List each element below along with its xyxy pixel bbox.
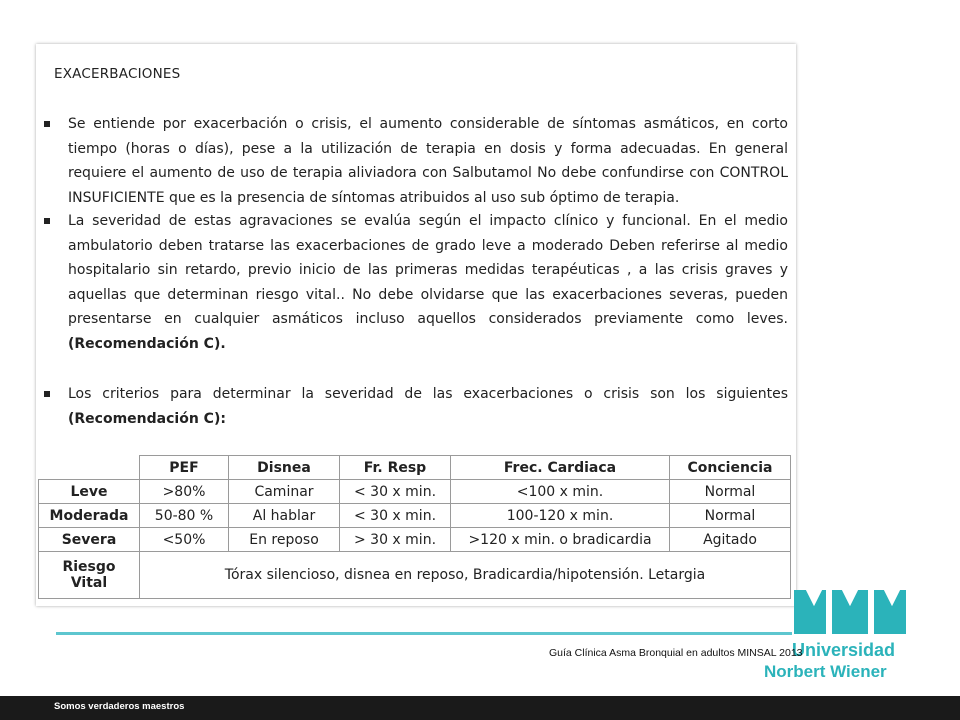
severity-criteria-table: [38, 455, 791, 599]
bullet-item: [44, 209, 788, 356]
bullet-item: [44, 382, 788, 431]
row-label: Leve: [39, 480, 140, 504]
university-name-line2: Norbert Wiener: [764, 662, 887, 681]
table-row: [39, 504, 791, 528]
bullet-item: [44, 112, 788, 210]
table-header-row: [39, 456, 791, 480]
row-label-vital: [39, 552, 140, 599]
bullet-body: Los criterios para determinar la severidad de las exacerbaciones o crisis son los siguientes: [68, 386, 788, 402]
bullet-marker-icon: [44, 121, 50, 127]
table-cell: <50%: [140, 528, 229, 552]
table-cell: >80%: [140, 480, 229, 504]
recommendation-label: (Recomendación C).: [68, 335, 226, 352]
table-row: [39, 528, 791, 552]
recommendation-label: (Recomendación C):: [68, 410, 226, 427]
table-cell: <100 x min.: [451, 480, 670, 504]
table-cell: Normal: [670, 504, 791, 528]
table-header-cell: Disnea: [229, 456, 340, 480]
footer-tagline: Somos verdaderos maestros: [54, 701, 185, 712]
table-row-vital: [39, 552, 791, 599]
table-header-cell: Fr. Resp: [340, 456, 451, 480]
table-cell: < 30 x min.: [340, 504, 451, 528]
row-label-line: Vital: [70, 575, 108, 591]
slide-content: [36, 44, 796, 606]
bullet-text: [68, 382, 788, 431]
table-cell: Agitado: [670, 528, 791, 552]
table-cell: Caminar: [229, 480, 340, 504]
table-row: [39, 480, 791, 504]
bullet-marker-icon: [44, 218, 50, 224]
source-caption: Guía Clínica Asma Bronquial en adultos MINSAL 2013: [549, 647, 803, 659]
document-title: EXACERBACIONES: [54, 66, 181, 82]
accent-divider: [56, 632, 792, 635]
bullet-body: La severidad de estas agravaciones se evalúa según el impacto clínico y funcional. En el medio ambulatorio deben tratarse las exacerbaciones de grado leve a moderado Deben referirse al medio hospitalario sin retardo, previo inicio de las primeras medidas terapéuticas , a las crisis graves y aquellas que determinan riesgo vital.. No debe olvidarse que las exacerbaciones severas, pueden presentarse en cualquier asmáticos incluso aquellos considerados previamente como leves.: [68, 213, 788, 327]
row-label: Severa: [39, 528, 140, 552]
footer-bar: [0, 696, 960, 720]
university-name-line1: Universidad: [792, 640, 896, 660]
table-header-cell: PEF: [140, 456, 229, 480]
bullet-body: Se entiende por exacerbación o crisis, el aumento considerable de síntomas asmáticos, en corto tiempo (horas o días), pese a la utilización de terapia en dosis y forma adecuadas. En general requiere el aumento de uso de terapia aliviadora con Salbutamol No debe confundirse con CONTROL INSUFICIENTE que es la presencia de síntomas atribuidos al uso sub óptimo de terapia.: [68, 116, 788, 206]
table-header-cell: Conciencia: [670, 456, 791, 480]
table-cell: En reposo: [229, 528, 340, 552]
table-cell: > 30 x min.: [340, 528, 451, 552]
bullet-text: [68, 209, 788, 356]
table-corner-cell: [39, 456, 140, 480]
table-cell: Normal: [670, 480, 791, 504]
table-cell: >120 x min. o bradicardia: [451, 528, 670, 552]
table-cell: 50-80 %: [140, 504, 229, 528]
table-cell: 100-120 x min.: [451, 504, 670, 528]
bullet-marker-icon: [44, 391, 50, 397]
vital-row-description: Tórax silencioso, disnea en reposo, Bradicardia/hipotensión. Letargia: [140, 552, 791, 599]
table-cell: Al hablar: [229, 504, 340, 528]
row-label: Moderada: [39, 504, 140, 528]
university-name: [764, 640, 908, 682]
table-header-cell: Frec. Cardiaca: [451, 456, 670, 480]
table-cell: < 30 x min.: [340, 480, 451, 504]
row-label-line: Riesgo: [62, 559, 116, 575]
bullet-text: [68, 112, 788, 210]
